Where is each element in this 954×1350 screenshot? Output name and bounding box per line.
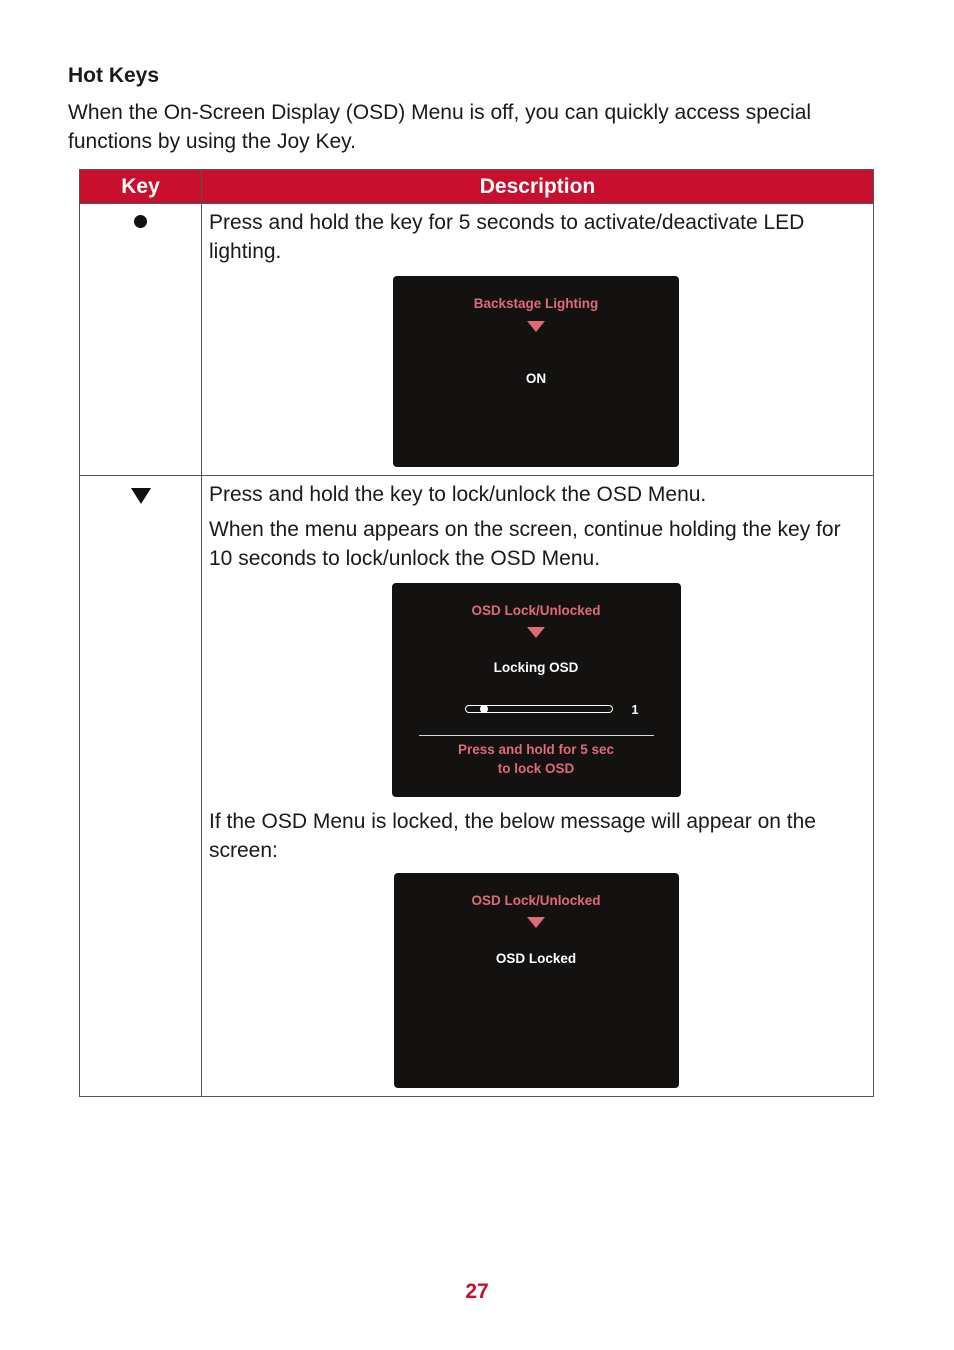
led-lighting-instruction: Press and hold the key for 5 seconds to activate/deactivate LED lighting. xyxy=(209,211,805,263)
osd-slider-value: 1 xyxy=(631,703,639,717)
description-cell xyxy=(202,204,874,476)
osd-backstage-lighting xyxy=(393,276,679,467)
header-description: Description xyxy=(202,170,874,204)
osd-title: OSD Lock/Unlocked xyxy=(471,603,601,618)
hot-keys-table xyxy=(79,169,874,1097)
osd-locked xyxy=(394,873,679,1088)
header-key: Key xyxy=(80,170,202,204)
locked-message-instruction: If the OSD Menu is locked, the below message will appear on the screen: xyxy=(209,810,816,862)
lock-instruction: Press and hold the key to lock/unlock the OSD Menu. xyxy=(209,483,707,506)
osd-slider-knob xyxy=(480,705,488,713)
osd-note xyxy=(392,740,681,778)
osd-value: Locking OSD xyxy=(493,660,579,675)
table-row xyxy=(80,476,874,1097)
lock-hold-instruction: When the menu appears on the screen, continue holding the key for 10 seconds to lock/unlock the OSD Menu. xyxy=(209,518,841,570)
osd-title: OSD Lock/Unlocked xyxy=(471,893,601,908)
intro-paragraph: When the On-Screen Display (OSD) Menu is off, you can quickly access special functions by using the Joy Key. xyxy=(68,101,812,153)
osd-lock-slider xyxy=(465,705,613,713)
osd-down-arrow-icon xyxy=(527,627,545,638)
down-triangle-icon xyxy=(131,488,151,504)
osd-note-line2: to lock OSD xyxy=(497,761,575,776)
osd-lock-unlock xyxy=(392,583,681,797)
osd-down-arrow-icon xyxy=(527,321,545,332)
osd-divider xyxy=(419,735,654,736)
page-number: 27 xyxy=(465,1280,489,1303)
description-cell xyxy=(202,476,874,1097)
osd-value: OSD Locked xyxy=(495,951,577,966)
osd-down-arrow-icon xyxy=(527,917,545,928)
circle-icon xyxy=(134,215,147,228)
osd-value: ON xyxy=(525,371,547,386)
key-cell xyxy=(80,204,202,476)
osd-title: Backstage Lighting xyxy=(473,296,599,311)
table-row xyxy=(80,204,874,476)
table-header-row xyxy=(80,170,874,204)
osd-note-line1: Press and hold for 5 sec xyxy=(457,742,615,757)
key-cell xyxy=(80,476,202,1097)
section-title: Hot Keys xyxy=(68,64,160,87)
